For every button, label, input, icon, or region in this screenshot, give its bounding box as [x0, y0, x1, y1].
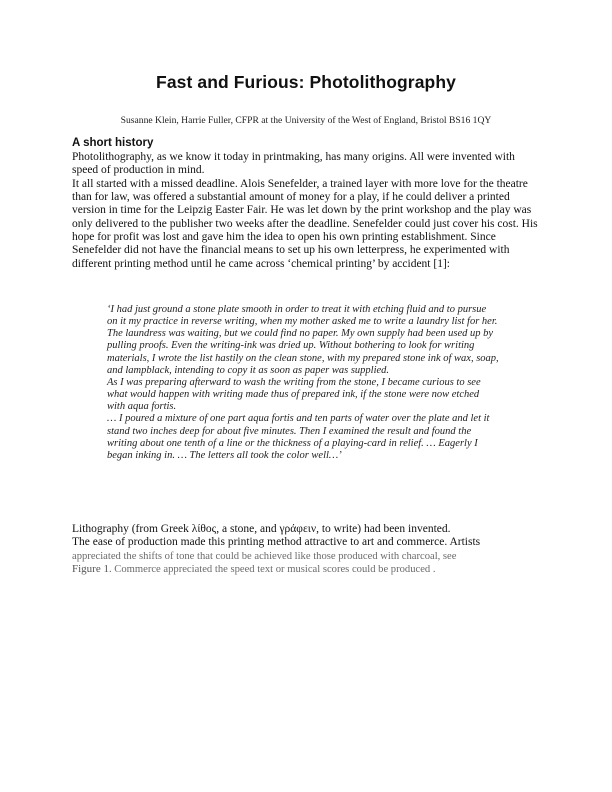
closing-text [72, 523, 542, 576]
block-quote [107, 304, 499, 462]
author-line: Susanne Klein, Harrie Fuller, CFPR at the University of the West of England, Bristol BS16 1QY [120, 115, 492, 126]
quote-paragraph: ‘I had just ground a stone plate smooth in order to treat it with etching fluid and to pursue on it my practice in reverse writing, when my mother asked me to write a laundry list for her. The laundress was waiting, but we could find no paper. My own supply had been used up by pulling proofs. Even the writing-ink was dried up. Without bothering to look for writing materials, I wrote the list hastily on the clean stone, with my prepared stone ink of wax, soap, and lampblack, intending to copy it as soon as paper was supplied. [107, 304, 499, 376]
paragraph: Photolithography, as we know it today in printmaking, has many origins. All were invented with speed of production in mind. [72, 151, 515, 177]
paragraph-text: appreciated the shifts of tone that could be achieved like those produced with charcoal, see [72, 550, 457, 562]
paragraph [72, 550, 542, 577]
paragraph: Lithography (from Greek λίθος, a stone, and γράφειν, to write) had been invented. [72, 523, 451, 535]
paragraph-text: . Commerce appreciated the speed text or musical scores could be produced . [108, 564, 436, 576]
quote-paragraph: As I was preparing afterward to wash the writing from the stone, I became curious to see what would happen with writing made thus of prepared ink, if the stone were now etched with aqua fortis. [107, 376, 481, 413]
paragraph: The ease of production made this printing method attractive to art and commerce. Artists [72, 536, 481, 549]
body-text [72, 151, 542, 271]
paragraph: It all started with a missed deadline. Alois Senefelder, a trained layer with more love for the theatre than for law, was offered a substantial amount of money for a play, if he could deliver a printed version in time for the Leipzig Easter Fair. He was let down by the print workshop and the play was only delivered to the publisher two weeks after the deadline. Senefelder could just cover his cost. His hope for profit was lost and gave him the idea to open his own printing establishment. Since Senefelder did not have the financial means to set up his own letterpress, he experimented with different printing method until he came across ‘chemical printing’ by accident [1]: [72, 177, 538, 270]
section-heading: A short history [72, 137, 154, 149]
quote-paragraph: … I poured a mixture of one part aqua fortis and ten parts of water over the plate and let it stand two inches deep for about five minutes. Then I examined the result and found the writing about one tenth of a line or the thickness of a playing-card in relief. … Eagerly I began inking in. … The letters all took the color well…’ [107, 413, 490, 461]
paper-title: Fast and Furious: Photolithography [156, 72, 456, 92]
figure-reference-link[interactable]: Figure 1 [72, 563, 109, 576]
